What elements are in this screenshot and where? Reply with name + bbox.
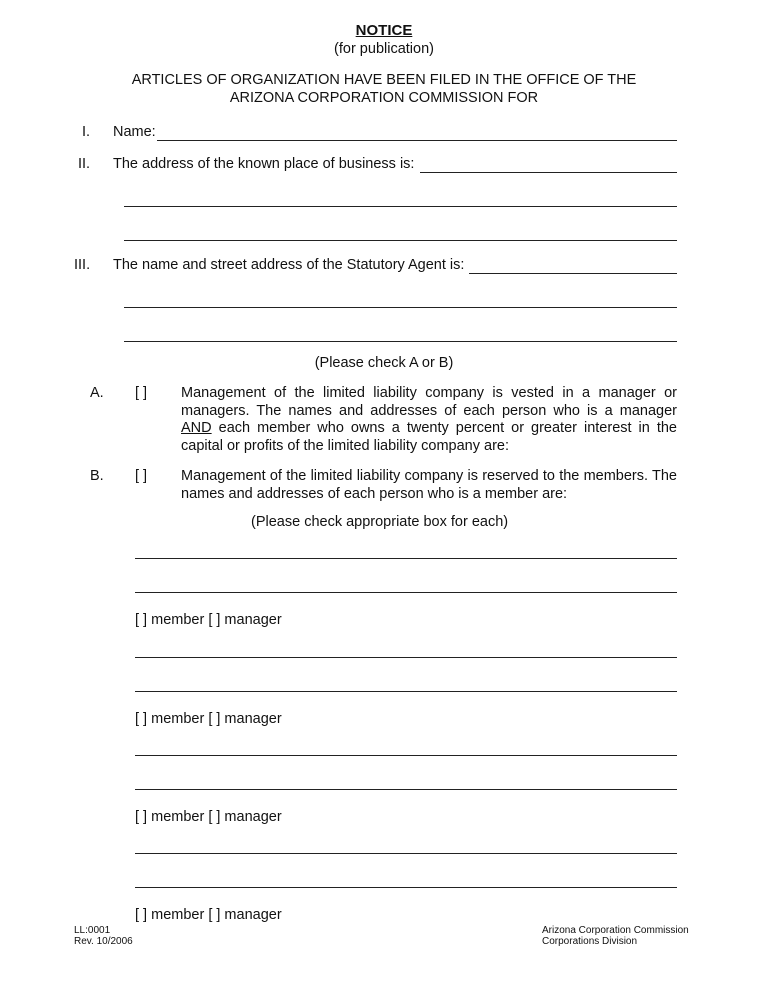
business-address-field-line[interactable] xyxy=(420,172,677,173)
person-1-line-2[interactable] xyxy=(135,592,677,593)
division-name: Corporations Division xyxy=(542,936,638,947)
statutory-agent-label: The name and street address of the Statutory Agent is: xyxy=(113,257,465,273)
option-a-letter: A. xyxy=(90,385,104,401)
person-4-role-checks[interactable]: [ ] member [ ] manager xyxy=(135,907,282,923)
option-a-emphasis: AND xyxy=(181,420,212,436)
name-label: Name: xyxy=(113,124,156,140)
business-address-line-2[interactable] xyxy=(124,206,677,207)
check-a-or-b-instruction: (Please check A or B) xyxy=(314,355,454,371)
item-ii-number: II. xyxy=(78,156,91,172)
person-2-line-1[interactable] xyxy=(135,657,677,658)
person-1-line-1[interactable] xyxy=(135,558,677,559)
statutory-agent-line-2[interactable] xyxy=(124,307,677,308)
form-revision: Rev. 10/2006 xyxy=(74,936,133,947)
person-2-role-checks[interactable]: [ ] member [ ] manager xyxy=(135,711,282,727)
person-2-line-2[interactable] xyxy=(135,691,677,692)
person-3-role-checks[interactable]: [ ] member [ ] manager xyxy=(135,809,282,825)
agency-name: Arizona Corporation Commission xyxy=(542,925,689,936)
option-b-checkbox[interactable]: [ ] xyxy=(135,468,148,484)
publication-subtitle: (for publication) xyxy=(334,41,434,57)
option-b-text: Management of the limited liability company is reserved to the members. The names and addresses of each person who is a member are: xyxy=(181,468,677,502)
option-a-text-part-1: Management of the limited liability company is vested in a manager or managers. The names and addresses of each person who is a manager xyxy=(181,385,677,419)
option-a-text xyxy=(181,385,677,455)
item-i-number: I. xyxy=(82,124,91,140)
person-3-line-2[interactable] xyxy=(135,789,677,790)
option-b-letter: B. xyxy=(90,468,104,484)
person-1-role-checks[interactable]: [ ] member [ ] manager xyxy=(135,612,282,628)
business-address-label: The address of the known place of business is: xyxy=(113,156,415,172)
notice-title: NOTICE xyxy=(355,22,413,39)
check-box-instruction: (Please check appropriate box for each) xyxy=(251,514,509,530)
statutory-agent-field-line[interactable] xyxy=(469,273,677,274)
person-3-line-1[interactable] xyxy=(135,755,677,756)
heading-line-1: ARTICLES OF ORGANIZATION HAVE BEEN FILED IN THE OFFICE OF THE xyxy=(131,72,637,88)
heading-line-2: ARIZONA CORPORATION COMMISSION FOR xyxy=(229,90,539,106)
statutory-agent-line-3[interactable] xyxy=(124,341,677,342)
item-iii-number: III. xyxy=(74,257,91,273)
person-4-line-1[interactable] xyxy=(135,853,677,854)
person-4-line-2[interactable] xyxy=(135,887,677,888)
name-field-line[interactable] xyxy=(157,140,677,141)
business-address-line-3[interactable] xyxy=(124,240,677,241)
form-code: LL:0001 xyxy=(74,925,111,936)
option-a-text-part-2: each member who owns a twenty percent or greater interest in the capital or profits of the limited liability company are: xyxy=(181,420,677,454)
option-a-checkbox[interactable]: [ ] xyxy=(135,385,148,401)
